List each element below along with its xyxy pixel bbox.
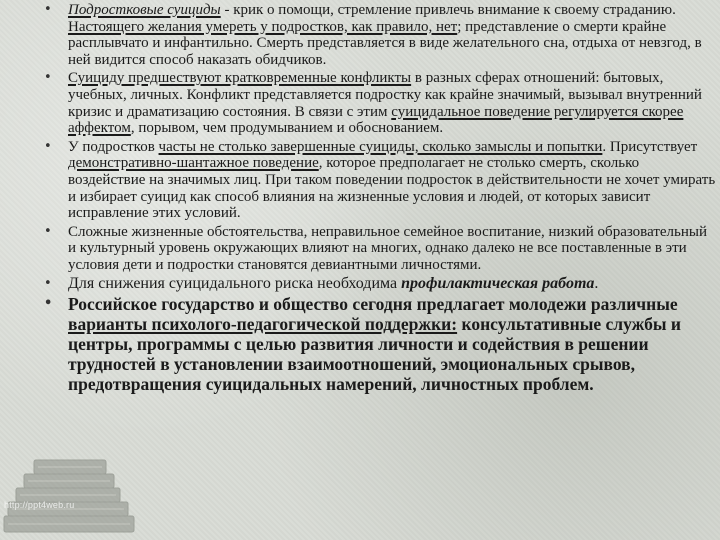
text-segment: Для снижения суицидального риска необходима <box>68 274 402 292</box>
text-segment: У подростков <box>68 138 159 155</box>
bullet-marker: • <box>44 275 52 291</box>
bullet-marker: • <box>44 223 52 239</box>
text-segment: ; представление о смерти крайне расплывчато и инфантильно. Смерть представляется в виде желательного сна, отдыха от невзгод, в ней видится способ наказать обидчиков. <box>68 18 702 68</box>
watermark-url: http://ppt4web.ru <box>4 500 75 510</box>
text-segment: , которое предполагает не столько смерть, сколько воздействие на значимых лиц. При таком поведении подросток в действительности не хочет умирать и избирает суицид как способ влияния на жизненные условия и людей, от которых зависит исправление этих условий. <box>68 155 716 222</box>
text-segment: . <box>594 274 599 292</box>
text-segment: в разных сферах отношений: бытовых, учебных, личных. Конфликт представляется подростку как крайне значимый, вызывал внутренний кризис и драматизацию состояния. В связи с этим <box>68 70 702 120</box>
text-segment: , порывом, чем продумыванием и обоснованием. <box>130 120 444 137</box>
list-item <box>44 2 716 68</box>
emphasis-segment: Суициду предшествуют кратковременные конфликты <box>68 70 412 87</box>
list-item <box>44 294 716 394</box>
emphasis-segment: варианты психолого-педагогической поддержки: <box>68 314 458 335</box>
emphasis-segment: демонстративно-шантажное поведение <box>68 155 319 172</box>
emphasis-segment: Настоящего желания умереть у подростков, как правило, нет <box>68 18 458 35</box>
list-item <box>44 70 716 136</box>
bullet-marker: • <box>44 296 53 312</box>
list-item <box>44 276 716 293</box>
books-stack-icon <box>0 440 150 540</box>
text-segment: консультативные службы и центры, программы с целью развития личности и содействия в решении трудностей в установлении взаимоотношений, эмоциональных срывов, предотвращения суицидальных намерений, личностных проблем. <box>68 314 681 395</box>
text-segment: Сложные жизненные обстоятельства, неправильное семейное воспитание, низкий образовательный и культурный уровень окружающих влияют на многих, однако далеко не все поставленные в эти условия дети и подростки становятся девиантными личностями. <box>68 223 708 273</box>
text-segment: - крик о помощи, стремление привлечь внимание к своему страданию. <box>220 2 676 18</box>
term-prevention-work: профилактическая работа <box>401 274 595 292</box>
text-segment: Российское государство и общество сегодня предлагает молодежи различные <box>68 294 678 315</box>
term-teen-suicides: Подростковые суициды <box>68 2 221 18</box>
bullet-marker: • <box>44 138 52 154</box>
bullet-list <box>44 2 716 394</box>
bullet-marker: • <box>44 70 52 86</box>
list-item <box>44 139 716 222</box>
list-item <box>44 224 716 274</box>
emphasis-segment: часты не столько завершенные суициды, сколько замыслы и попытки <box>158 138 603 155</box>
text-segment: . Присутствует <box>602 138 698 155</box>
emphasis-segment: суицидальное поведение регулируется скорее аффектом <box>68 103 684 137</box>
bullet-marker: • <box>44 2 52 17</box>
